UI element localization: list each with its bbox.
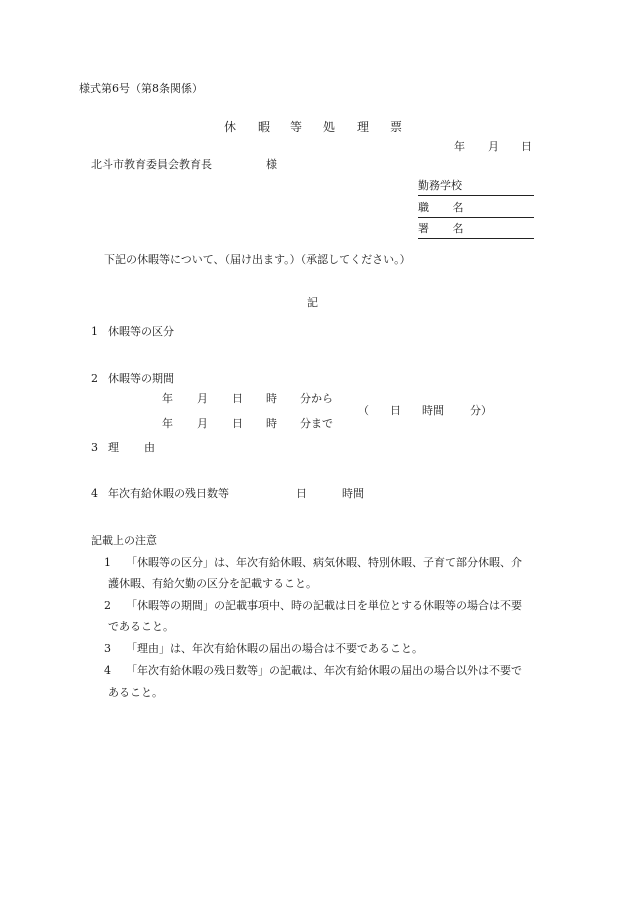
date-month: 月 (488, 140, 499, 153)
period-to-month: 月 (197, 417, 208, 430)
note-text: 「休暇等の期間」の記載事項中、時の記載は日を単位とする休暇等の場合は不要 (126, 599, 522, 612)
period-total-day: 日 (390, 404, 401, 417)
period-to-minute: 分まで (300, 417, 333, 430)
period-total-open: （ (358, 404, 369, 417)
school-label: 勤務学校 (418, 179, 462, 192)
note-text: であること。 (108, 620, 174, 633)
title-char: 理 (357, 120, 370, 134)
title-char: 休 (224, 120, 237, 134)
item-4-day: 日 (296, 487, 307, 500)
period-from-day: 日 (232, 392, 243, 405)
period-from-hour: 時 (266, 392, 277, 405)
date-year: 年 (454, 140, 465, 153)
note-text: 「年次有給休暇の残日数等」の記載は、年次有給休暇の届出の場合以外は不要で (126, 664, 522, 677)
notes-heading: 記載上の注意 (91, 534, 157, 547)
note-number: 2 (104, 599, 111, 612)
item-1-label: 休暇等の区分 (108, 325, 174, 338)
note-text: 「理由」は、年次有給休暇の届出の場合は不要であること。 (126, 642, 423, 655)
note-number: 4 (104, 664, 111, 677)
period-from-year: 年 (162, 392, 173, 405)
signature-label-2: 名 (452, 222, 464, 235)
item-4-hours: 時間 (342, 487, 364, 500)
addressee-honorific: 様 (266, 158, 277, 171)
title-char: 等 (290, 120, 303, 134)
item-1-num: 1 (91, 325, 98, 338)
title-char: 暇 (258, 120, 271, 134)
period-to-year: 年 (162, 417, 173, 430)
period-total-hours: 時間 (422, 404, 444, 417)
period-from-month: 月 (197, 392, 208, 405)
date-day: 日 (521, 140, 532, 153)
period-total-minutes: 分） (470, 404, 492, 417)
title-char: 処 (323, 120, 336, 134)
item-2-label: 休暇等の期間 (108, 372, 174, 385)
position-label-1: 職 (418, 201, 429, 214)
note-text: 護休暇、有給欠勤の区分を記載すること。 (108, 577, 317, 590)
item-3-label-1: 理 (108, 441, 119, 454)
note-text: あること。 (108, 686, 163, 699)
note-text: 「休暇等の区分」は、年次有給休暇、病気休暇、特別休暇、子育て部分休暇、介 (126, 556, 522, 569)
item-3-num: 3 (91, 441, 98, 454)
ki-heading: 記 (307, 296, 318, 309)
item-4-label: 年次有給休暇の残日数等 (108, 487, 229, 500)
position-label-2: 名 (452, 201, 464, 214)
item-3-label-2: 由 (144, 441, 155, 454)
signature-field (418, 222, 534, 239)
form-number: 様式第6号（第8条関係） (79, 82, 203, 95)
note-number: 1 (104, 556, 111, 569)
position-field (418, 201, 534, 218)
addressee-name: 北斗市教育委員会教育長 (91, 158, 212, 171)
note-number: 3 (104, 642, 111, 655)
item-2-num: 2 (91, 372, 98, 385)
period-from-minute: 分から (300, 392, 333, 405)
period-to-day: 日 (232, 417, 243, 430)
item-4-num: 4 (91, 487, 98, 500)
signature-label-1: 署 (418, 222, 429, 235)
title-char: 票 (390, 120, 403, 134)
intro-text: 下記の休暇等について、（届け出ます。）（承認してください。） (104, 253, 411, 266)
period-to-hour: 時 (266, 417, 277, 430)
school-field (418, 179, 534, 196)
